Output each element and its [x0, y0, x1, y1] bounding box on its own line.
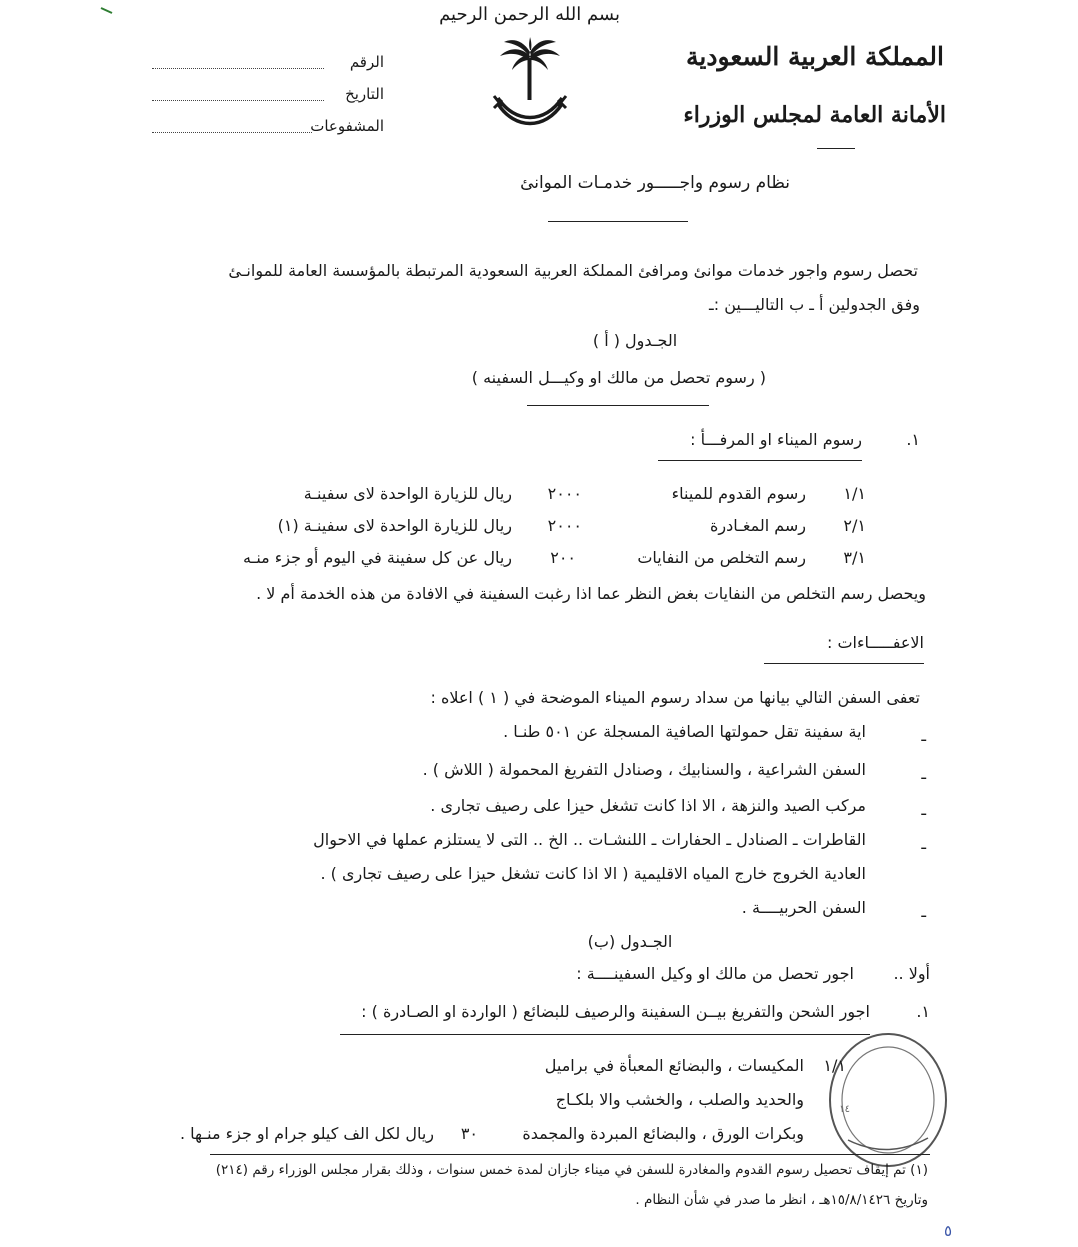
table-a-underline [527, 405, 709, 406]
fee-description: ريال عن كل سفينة في اليوم أو جزء منـه [243, 548, 512, 567]
secretariat-title: الأمانة العامة لمجلس الوزراء [683, 102, 946, 128]
sub-item-number: ١/١ [823, 1056, 846, 1075]
waste-note: ويحصل رسم التخلص من النفايات بغض النظر عما اذا رغبت السفينة في الافادة من هذه الخدمة أم لا . [256, 584, 926, 603]
svg-text:١٤: ١٤ [839, 1104, 850, 1115]
date-label: التاريخ [345, 85, 384, 103]
fee-amount: ٢٠٠ [550, 548, 576, 567]
sub-item-line-1: المكيسات ، والبضائع المعبأة في براميل [544, 1056, 804, 1075]
fee-name: رسم التخلص من النفايات [637, 548, 806, 567]
exemption-text: اية سفينة تقل حمولتها الصافية المسجلة عن ٥٠١ طنـا . [503, 722, 866, 741]
fee-number: ٢/١ [843, 516, 866, 535]
sub-item-line-3: وبكرات الورق ، والبضائع المبردة والمجمدة [522, 1124, 804, 1143]
exemption-text: مركب الصيد والنزهة ، الا اذا كانت تشغل حيزا على رصيف تجارى . [430, 796, 866, 815]
fee-number: ٣/١ [843, 548, 866, 567]
bullet-dash: ـ [921, 834, 926, 853]
fee-name: رسم المغـادرة [710, 516, 806, 535]
date-line [152, 100, 324, 101]
table-a-subheading: ( رسوم تحصل من مالك او وكيـــل السفينه ) [471, 368, 766, 387]
section-1-title: رسوم الميناء او المرفـــأ : [690, 430, 862, 449]
exemptions-underline [764, 663, 924, 664]
sub-item-rate: ريال لكل الف كيلو جرام او جزء منـها . [180, 1124, 434, 1143]
exemption-text: السفن الحربيــــة . [741, 898, 866, 917]
number-line [152, 68, 324, 69]
fee-number: ١/١ [843, 484, 866, 503]
exemptions-intro: تعفى السفن التالي بيانها من سداد رسوم الميناء الموضحة في ( ١ ) اعلاه : [430, 688, 920, 707]
section-1-underline [658, 460, 862, 461]
fee-description: ريال للزيارة الواحدة لاى سفينـة (١) [277, 516, 512, 535]
intro-line-1: تحصل رسوم واجور خدمات موانئ ومرافئ المملكة العربية السعودية المرتبطة بالمؤسسة العامة للموانـئ [228, 261, 918, 280]
bullet-dash: ـ [921, 800, 926, 819]
fee-name: رسوم القدوم للميناء [671, 484, 806, 503]
header-underline [817, 148, 855, 149]
exemptions-title: الاعفـــــاءات : [826, 633, 924, 652]
page-marker: ٥ [943, 1222, 953, 1240]
footnote-line-2: وتاريخ ١٥/٨/١٤٢٦هـ ، انظر ما صدر في شأن النظام . [635, 1192, 928, 1208]
corner-mark [100, 0, 114, 8]
attachments-line [152, 132, 312, 133]
table-b-heading: الجـدول (ب) [587, 932, 673, 951]
table-b-item-title: اجور الشحن والتفريغ بيــن السفينة والرصيف للبضائع ( الواردة او الصـادرة ) : [361, 1002, 870, 1021]
bismillah: بسم الله الرحمن الرحيم [439, 4, 620, 25]
sub-item-line-2: والحديد والصلب ، والخشب والا بلكـاج [555, 1090, 804, 1109]
table-b-first-title: اجور تحصل من مالك او وكيل السفينــــة : [576, 964, 854, 983]
fee-description: ريال للزيارة الواحدة لاى سفينـة [303, 484, 512, 503]
document-title-underline [548, 221, 688, 222]
kingdom-title: المملكة العربية السعودية [685, 42, 944, 71]
number-label: الرقم [349, 53, 384, 71]
exemption-text-continued: العادية الخروج خارج المياه الاقليمية ( الا اذا كانت تشغل حيزا على رصيف تجارى ) . [320, 864, 866, 883]
attachments-label: المشفوعات [310, 117, 384, 135]
footnote-line-1: (١) تم إيقاف تحصيل رسوم القدوم والمغادرة للسفن في ميناء جازان لمدة خمس سنوات ، وذلك بقرار مجلس الوزراء رقم (٢١٤) [215, 1162, 928, 1178]
fee-amount: ٢٠٠٠ [547, 484, 582, 503]
table-a-heading: الجـدول ( أ ) [592, 331, 678, 350]
fee-amount: ٢٠٠٠ [547, 516, 582, 535]
bullet-dash: ـ [921, 902, 926, 921]
document-title: نظام رسوم واجـــــور خدمـات الموانئ [520, 173, 790, 193]
bullet-dash: ـ [921, 726, 926, 745]
section-1-number: ١. [906, 430, 920, 449]
bullet-dash: ـ [921, 764, 926, 783]
sub-item-amount: ٣٠ [460, 1124, 478, 1143]
table-b-item-number: ١. [916, 1002, 930, 1021]
saudi-emblem-icon [490, 36, 570, 136]
intro-line-2: وفق الجدولين أ ـ ب التاليـــين :ـ [709, 295, 920, 314]
exemption-text: القاطرات ـ الصنادل ـ الحفارات ـ اللنشـات .. الخ .. التى لا يستلزم عملها في الاحوال [313, 830, 866, 849]
table-b-first-label: أولا .. [893, 964, 930, 983]
exemption-text: السفن الشراعية ، والسنابيك ، وصنادل التفريغ المحمولة ( اللاش ) . [422, 760, 866, 779]
footnote-separator [210, 1154, 930, 1155]
official-stamp-icon [818, 1020, 948, 1170]
table-b-item-underline [340, 1034, 870, 1035]
